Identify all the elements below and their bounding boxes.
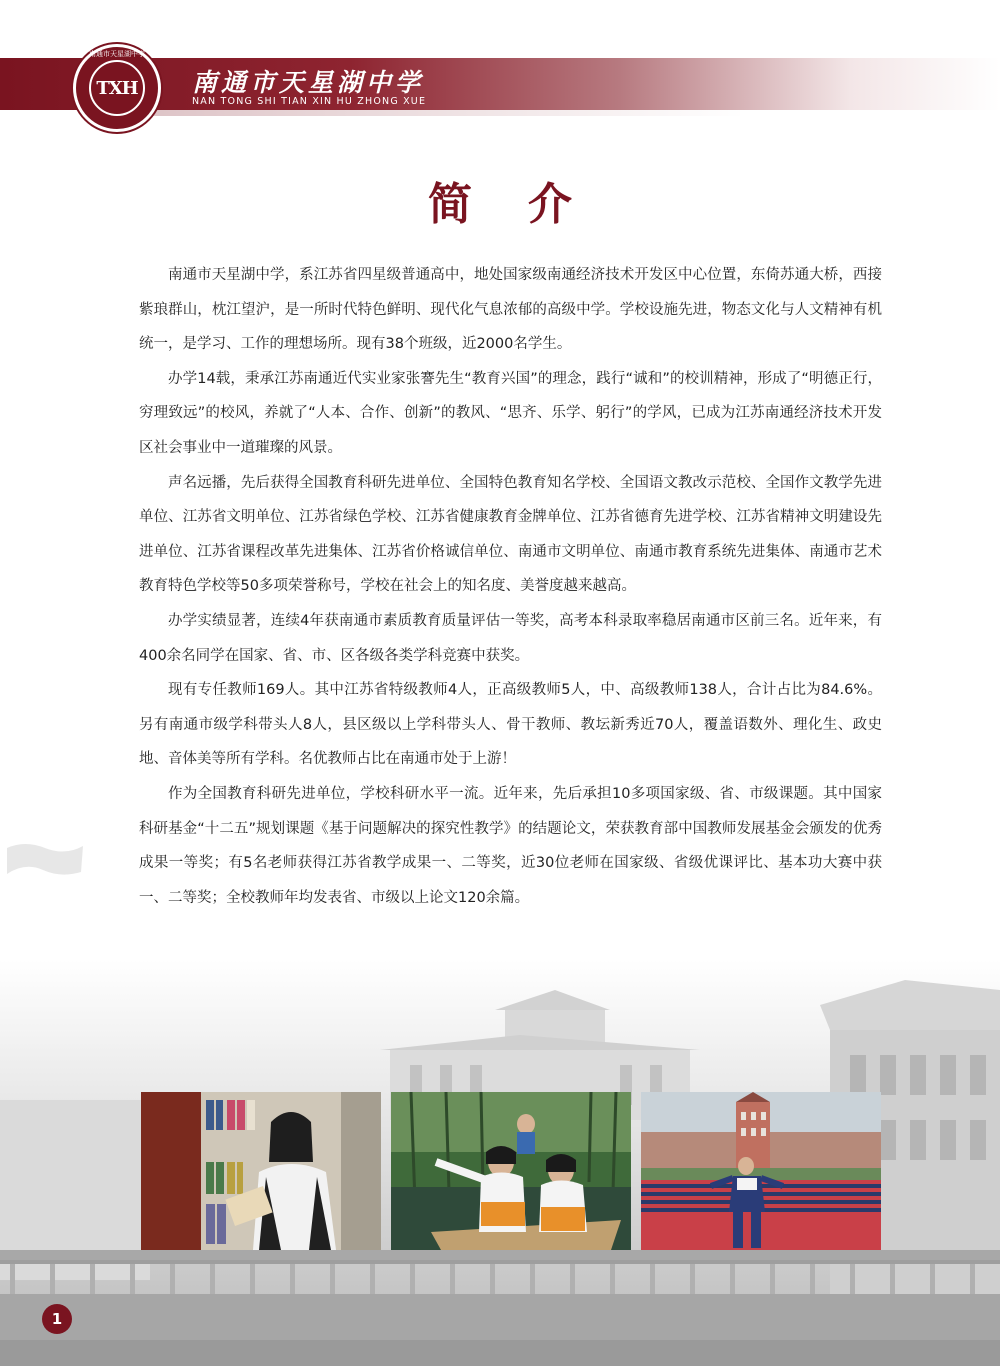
photo-boat-wetland (391, 1092, 631, 1250)
intro-text (139, 258, 882, 915)
paragraph-5: 现有专任教师169人。其中江苏省特级教师4人，正高级教师5人，中、高级教师138人，合计占比为84.6%。另有南通市级学科带头人8人，县区级以上学科带头人、骨干教师、教坛新秀近70人，覆盖语数外、理化生、政史地、音体美等所有学科。名优教师占比在南通市处于上游！ (139, 682, 882, 768)
paragraph-2: 办学14载，秉承江苏南通近代实业家张謇先生“教育兴国”的理念，践行“诚和”的校训精神，形成了“明德正行，穷理致远”的校风，养就了“人本、合作、创新”的教风、“思齐、乐学、躬行”的学风，已成为江苏南通经济技术开发区社会事业中一道璀璨的风景。 (139, 370, 882, 456)
paragraph-3: 声名远播，先后获得全国教育科研先进单位、全国特色教育知名学校、全国语文教改示范校、全国作文教学先进单位、江苏省文明单位、江苏省绿色学校、江苏省健康教育金牌单位、江苏省德育先进学校、江苏省精神文明建设先进单位、江苏省课程改革先进集体、江苏省价格诚信单位、南通市文明单位、南通市教育系统先进集体、南通市艺术教育特色学校等50多项荣誉称号，学校在社会上的知名度、美誉度越来越高。 (139, 474, 882, 595)
logo-ring-text: 南通市天星湖中学 (89, 50, 145, 58)
paragraph-4: 办学实绩显著，连续4年获南通市素质教育质量评估一等奖，高考本科录取率稳居南通市区前三名。近年来，有400余名同学在国家、省、市、区各级各类学科竞赛中获奖。 (139, 612, 882, 664)
page-title: 简介 (428, 179, 628, 230)
paragraph-6: 作为全国教育科研先进单位，学校科研水平一流。近年来，先后承担10多项国家级、省、市级课题。其中国家科研基金“十二五”规划课题《基于问题解决的探究性教学》的结题论文，荣获教育部中国教师发展基金会颁发的优秀成果一等奖；有5名老师获得江苏省教学成果一、二等奖，近30位老师在国家级、省级优课评比、基本功大赛中获一、二等奖；全校教师年均发表省、市级以上论文120余篇。 (139, 785, 882, 906)
school-name: 南通市天星湖中学 (192, 68, 425, 97)
paragraph-1: 南通市天星湖中学，系江苏省四星级普通高中，地处国家级南通经济技术开发区中心位置，东倚苏通大桥，西接紫琅群山，枕江望沪，是一所时代特色鲜明、现代化气息浓郁的高级中学。学校设施先进，物态文化与人文精神有机统一，是学习、工作的理想场所。现有38个班级，近2000名学生。 (139, 267, 882, 353)
flag-decoration (5, 838, 85, 892)
photo-library-student (141, 1092, 381, 1250)
logo-mark: TXH (96, 77, 138, 99)
page-number: 1 (42, 1304, 72, 1334)
school-logo (73, 44, 161, 132)
school-pinyin: NAN TONG SHI TIAN XIN HU ZHONG XUE (192, 96, 427, 107)
photo-sports-field (641, 1092, 881, 1250)
header-underline (150, 110, 1000, 116)
